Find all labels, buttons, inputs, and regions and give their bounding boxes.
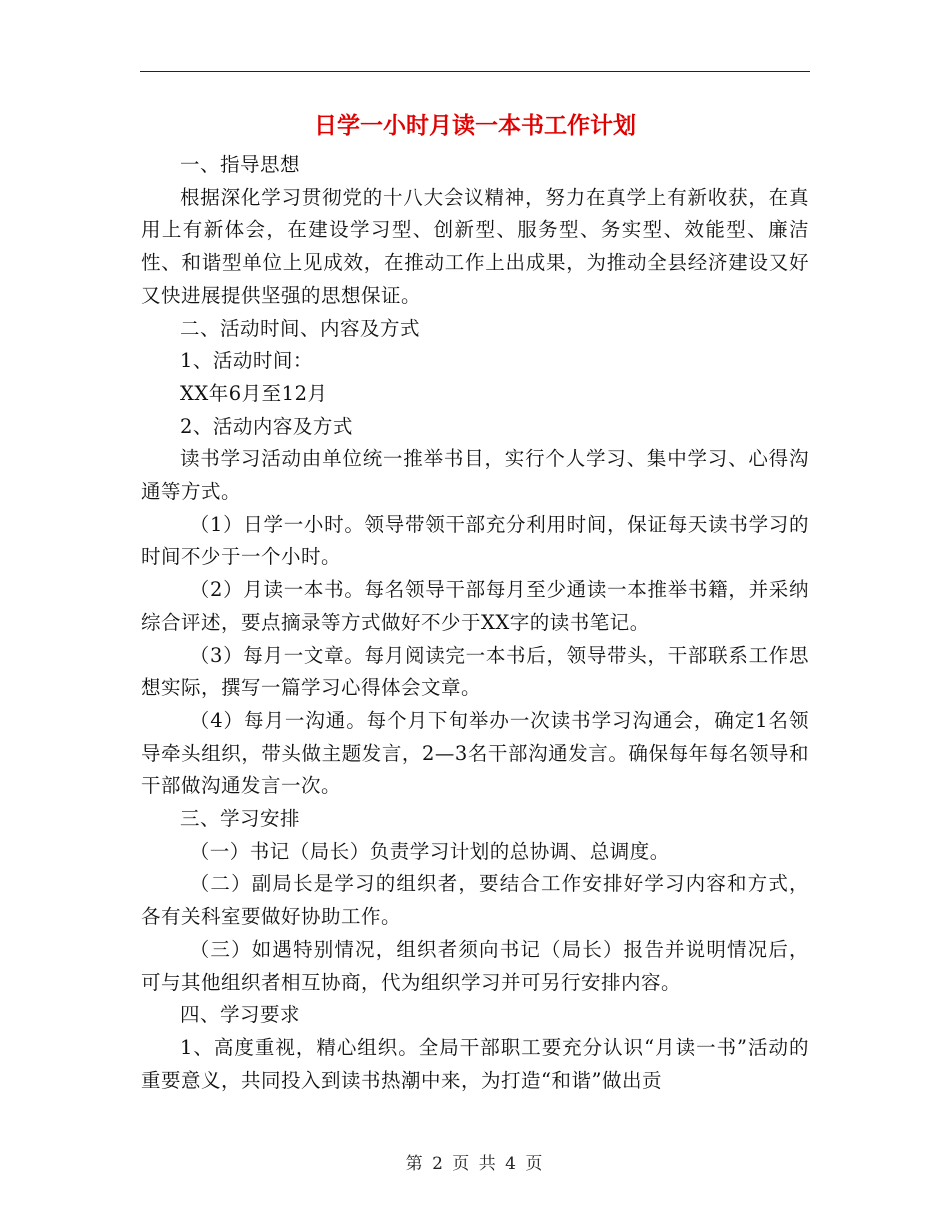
body-paragraph: 2、活动内容及方式	[180, 414, 353, 438]
list-item-paragraph: （4）每月一沟通。每个月下旬举办一次读书学习沟通会，确定1名领导牵头组织，带头做主题发言，2—3名干部沟通发言。确保每年每名领导和干部做沟通发言一次。	[141, 708, 809, 798]
document-body	[141, 149, 809, 1097]
document-title: 日学一小时月读一本书工作计划	[314, 112, 636, 139]
body-paragraph: XX年6月至12月	[180, 381, 328, 405]
body-paragraph: 1、活动时间：	[180, 349, 313, 373]
header-rule	[140, 71, 810, 72]
list-item-paragraph: （三）如遇特别情况，组织者须向书记（局长）报告并说明情况后，可与其他组织者相互协商，代为组织学习并可另行安排内容。	[141, 937, 809, 994]
section-heading-guiding-ideology: 一、指导思想	[180, 153, 301, 176]
list-item-paragraph: （1）日学一小时。领导带领干部充分利用时间，保证每天读书学习的时间不少于一个小时。	[141, 512, 809, 569]
body-paragraph: 根据深化学习贯彻党的十八大会议精神，努力在真学上有新收获，在真用上有新体会，在建设学习型、创新型、服务型、务实型、效能型、廉洁性、和谐型单位上见成效，在推动工作上出成果，为推动全县经济建设又好又快进展提供坚强的思想保证。	[141, 185, 809, 307]
body-paragraph: 读书学习活动由单位统一推举书目，实行个人学习、集中学习、心得沟通等方式。	[141, 447, 809, 504]
section-heading-arrangement: 三、学习安排	[180, 807, 301, 831]
list-item-paragraph: （一）书记（局长）负责学习计划的总协调、总调度。	[189, 839, 670, 863]
list-item-paragraph: （2）月读一本书。每名领导干部每月至少通读一本推举书籍，并采纳综合评述，要点摘录等方式做好不少于XX字的读书笔记。	[141, 578, 809, 634]
section-heading-activity: 二、活动时间、内容及方式	[180, 316, 421, 340]
body-paragraph: 1、高度重视，精心组织。全局干部职工要充分认识“月读一书”活动的重要意义，共同投入到读书热潮中来，为打造“和谐”做出贡	[141, 1035, 809, 1092]
section-heading-requirements: 四、学习要求	[180, 1003, 301, 1027]
list-item-paragraph: （二）副局长是学习的组织者，要结合工作安排好学习内容和方式，各有关科室要做好协助工作。	[141, 872, 809, 929]
page-number-footer: 第 2 页 共 4 页	[405, 1154, 545, 1174]
list-item-paragraph: （3）每月一文章。每月阅读完一本书后，领导带头，干部联系工作思想实际，撰写一篇学习心得体会文章。	[141, 643, 809, 700]
